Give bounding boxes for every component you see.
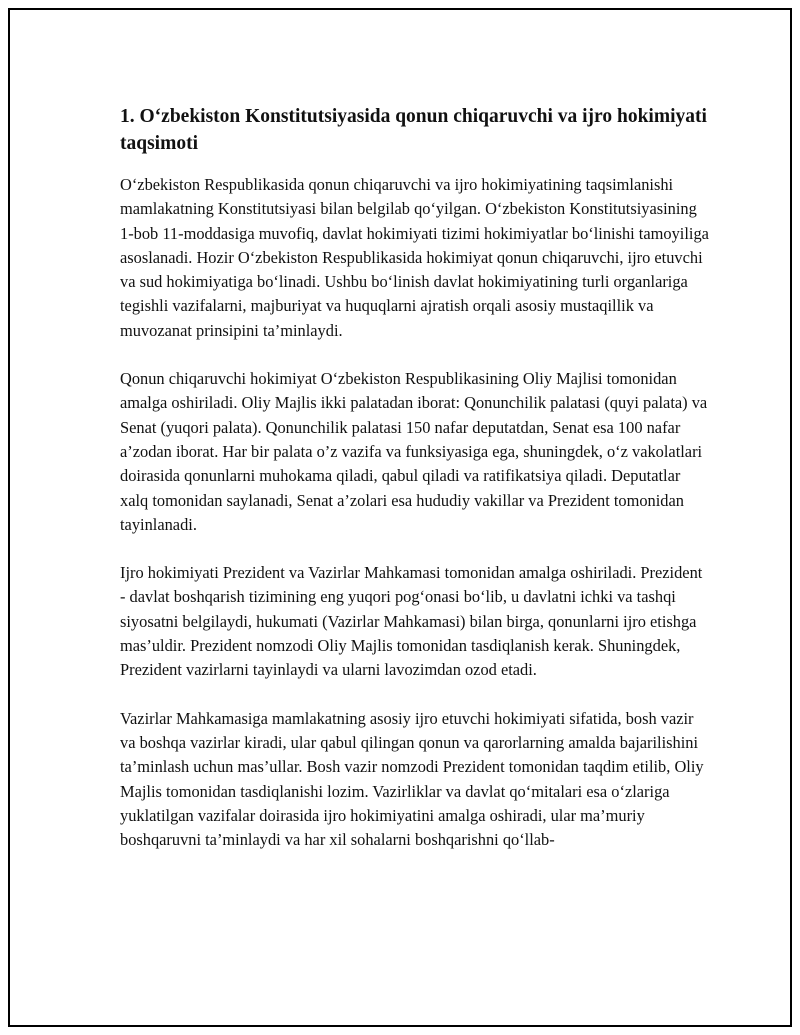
paragraph-3: Ijro hokimiyati Prezident va Vazirlar Mahkamasi tomonidan amalga oshiriladi. Prezident - davlat boshqarish tizimining eng yuqori pog‘onasi bo‘lib, u davlatni ichki va tashqi siyosatni belgilaydi, hukumati (Vazirlar Mahkamasi) bilan birga, qonunlarni ijro etishga mas’uldir. Prezident nomzodi Oliy Majlis tomonidan tasdiqlanish kerak. Shuningdek, Prezident vazirlarni tayinlaydi va ularni lavozimdan ozod etadi. xyxy=(120,563,703,680)
paragraph-1: O‘zbekiston Respublikasida qonun chiqaruvchi va ijro hokimiyatining taqsimlanishi mamlakatning Konstitutsiyasi bilan belgilab qo‘yilgan. O‘zbekiston Konstitutsiyasining 1-bob 11-moddasiga muvofiq, davlat hokimiyati tizimi hokimiyatlar bo‘linishi tamoyiliga asoslanadi. Hozir O‘zbekiston Respublikasida hokimiyat qonun chiqaruvchi, ijro etuvchi va sud hokimiyatiga bo‘linadi. Ushbu bo‘linish davlat hokimiyatining turli organlariga tegishli vazifalarni, majburiyat va huquqlarni ajratish orqali asosiy mustaqillik va muvozanat prinsipini ta’minlaydi. xyxy=(120,175,709,340)
paragraph-2: Qonun chiqaruvchi hokimiyat O‘zbekiston Respublikasining Oliy Majlisi tomonidan amalga oshiriladi. Oliy Majlis ikki palatadan iborat: Qonunchilik palatasi (quyi palata) va Senat (yuqori palata). Qonunchilik palatasi 150 nafar deputatdan, Senat esa 100 nafar a’zodan iborat. Har bir palata o’z vazifa va funksiyasiga ega, shuningdek, o‘z vakolatlari doirasida qonunlarni muhokama qiladi, qabul qiladi va ratifikatsiya qiladi. Deputatlar xalq tomonidan saylanadi, Senat a’zolari esa hududiy vakillar va Prezident tomonidan tayinlanadi. xyxy=(120,369,708,534)
page xyxy=(8,8,792,1027)
section-heading: 1. O‘zbekiston Konstitutsiyasida qonun chiqaruvchi va ijro hokimiyati taqsimoti xyxy=(120,106,707,154)
document-body xyxy=(120,103,710,852)
paragraph-4: Vazirlar Mahkamasiga mamlakatning asosiy ijro etuvchi hokimiyati sifatida, bosh vazir va boshqa vazirlar kiradi, ular qabul qilingan qonun va qarorlarning amalda bajarilishini ta’minlash uchun mas’ullar. Bosh vazir nomzodi Prezident tomonidan taqdim etilib, Oliy Majlis tomonidan tasdiqlanishi lozim. Vazirliklar va davlat qo‘mitalari esa o‘zlariga yuklatilgan vazifalar doirasida ijro hokimiyatini amalga oshiradi, ular ma’muriy boshqaruvni ta’minlaydi va har xil sohalarni boshqarishni qo‘llab- xyxy=(120,708,704,850)
